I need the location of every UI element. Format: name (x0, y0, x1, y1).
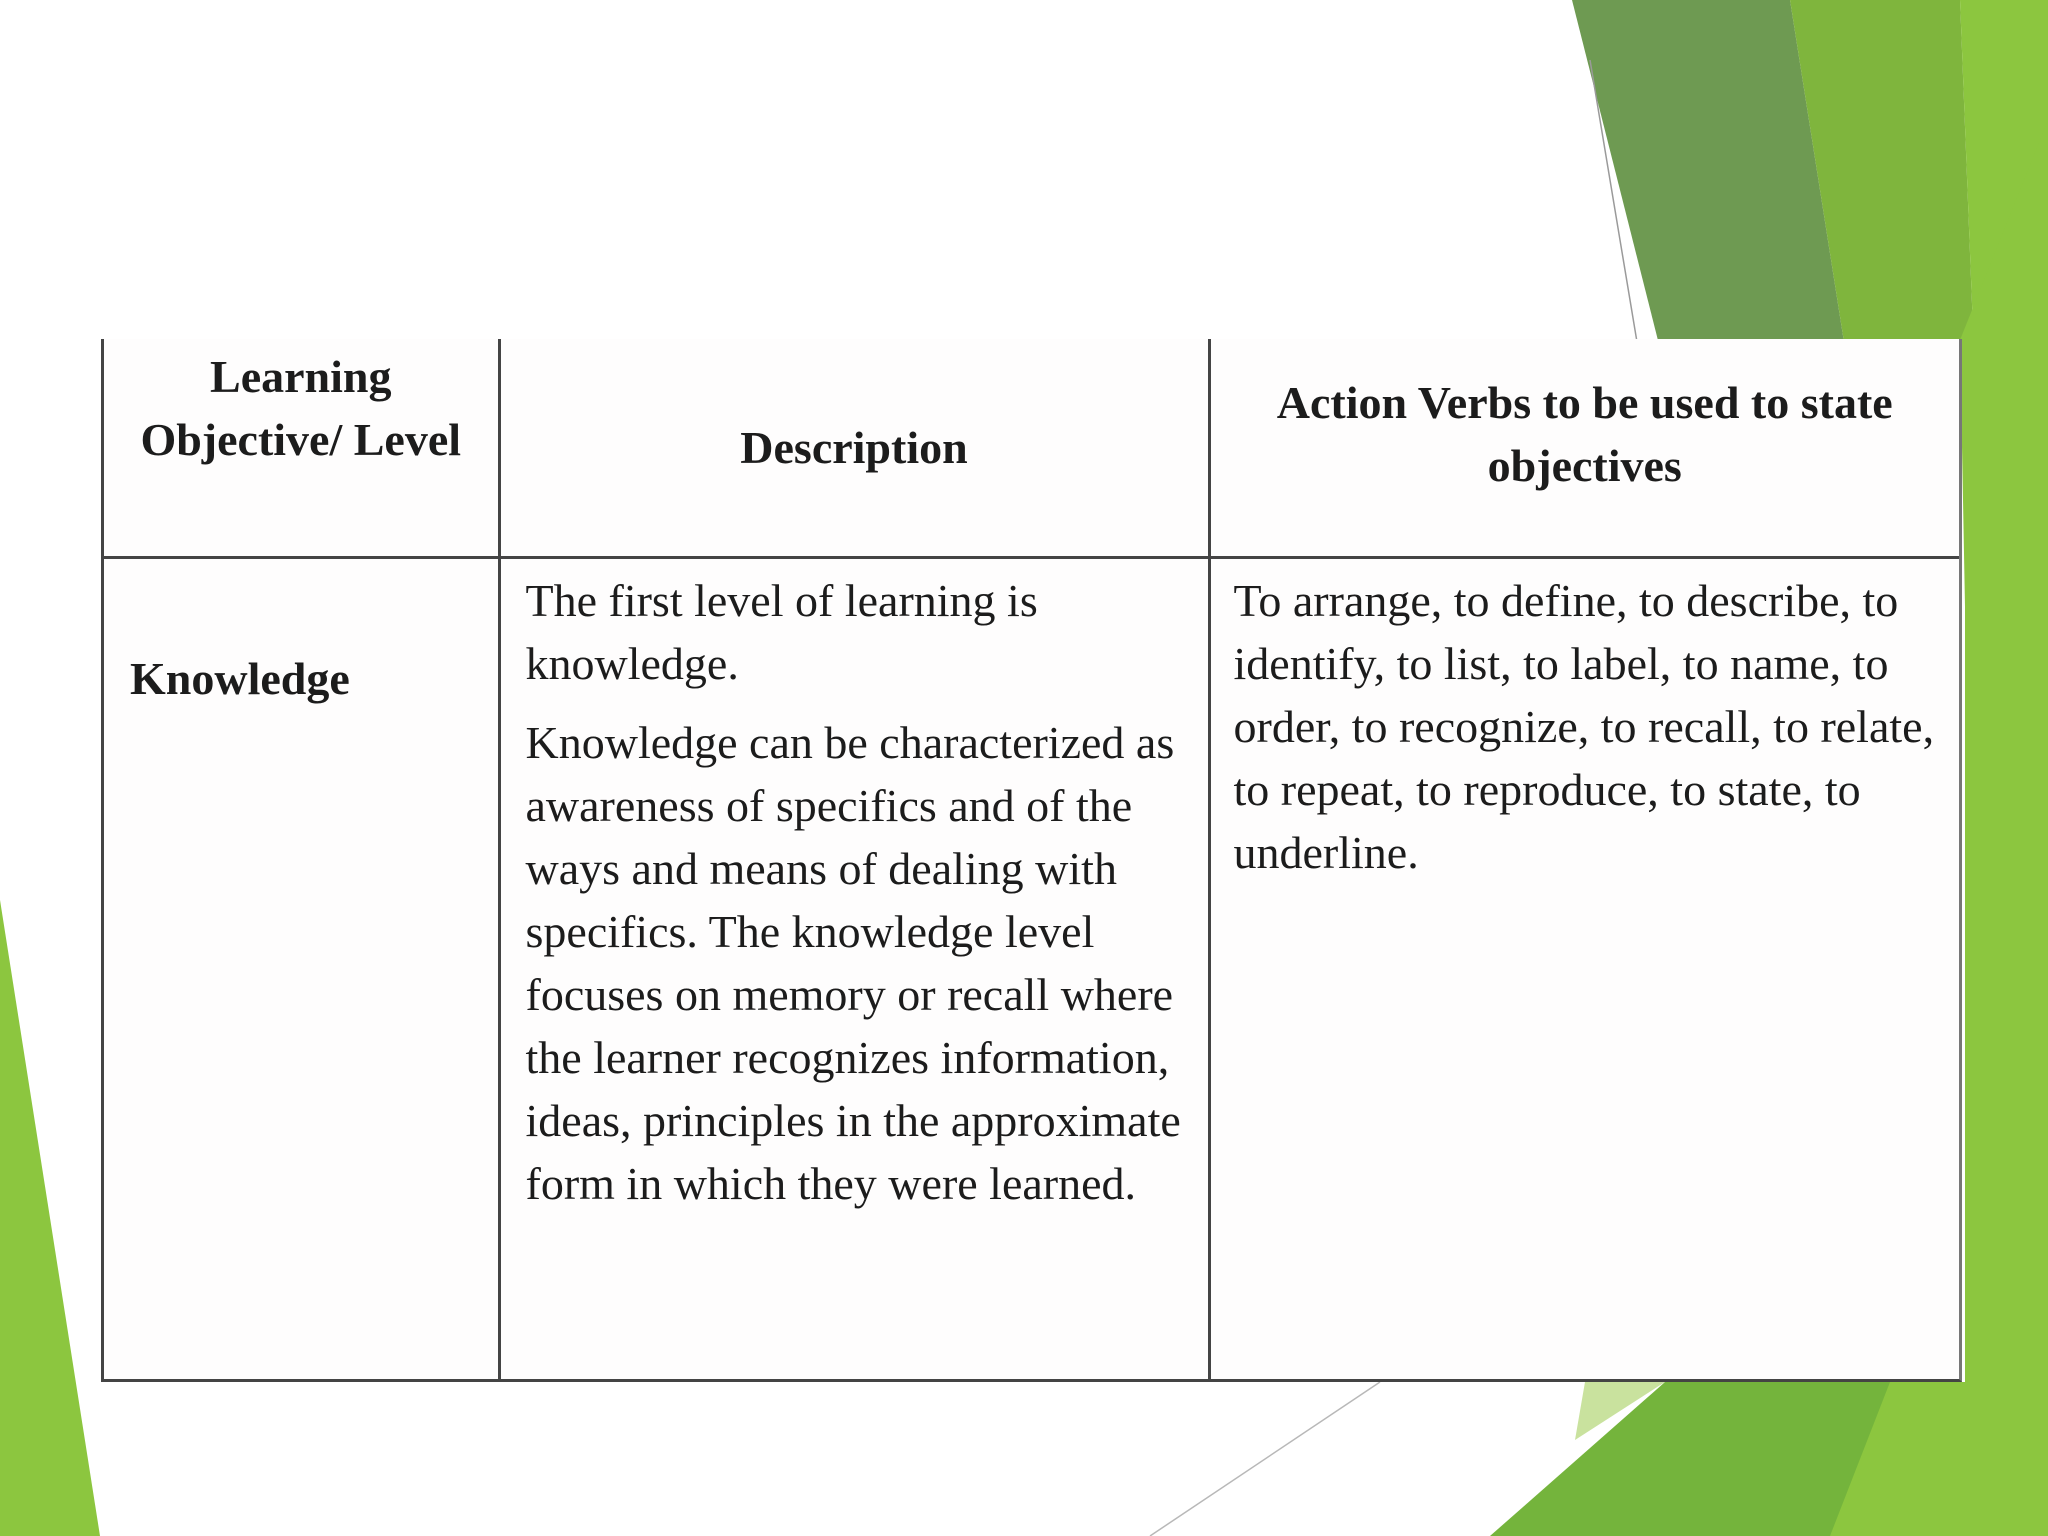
thin-line-bottom (1150, 1382, 1380, 1536)
cell-description (499, 557, 1209, 1379)
green-shape-left (0, 900, 100, 1536)
cell-action-verbs: To arrange, to define, to describe, to identify, to list, to label, to name, to order, to recognize, to recall, to relate, to repeat, to reproduce, to state, to underline. (1209, 557, 1959, 1379)
header-action-verbs: Action Verbs to be used to state objectives (1209, 339, 1959, 557)
green-shape-bottom-mid (1490, 1382, 1900, 1536)
table-row (104, 557, 1959, 1379)
description-paragraph: The first level of learning is knowledge. (525, 574, 1038, 689)
header-description: Description (499, 339, 1209, 557)
learning-objectives-table (104, 339, 1959, 1379)
cell-level: Knowledge (130, 652, 350, 704)
description-paragraph: Knowledge can be characterized as awareness of specifics and of the ways and means of dealing with specifics. The knowledge level focuses on memory or recall where the learner recognizes information, ideas, principles in the approximate form in which they were learned. (525, 716, 1181, 1209)
header-level: Learning Objective/ Level (140, 351, 462, 465)
green-strip-right (1965, 380, 2048, 1536)
objectives-table-image (101, 339, 1962, 1382)
table-header-row (104, 339, 1959, 557)
